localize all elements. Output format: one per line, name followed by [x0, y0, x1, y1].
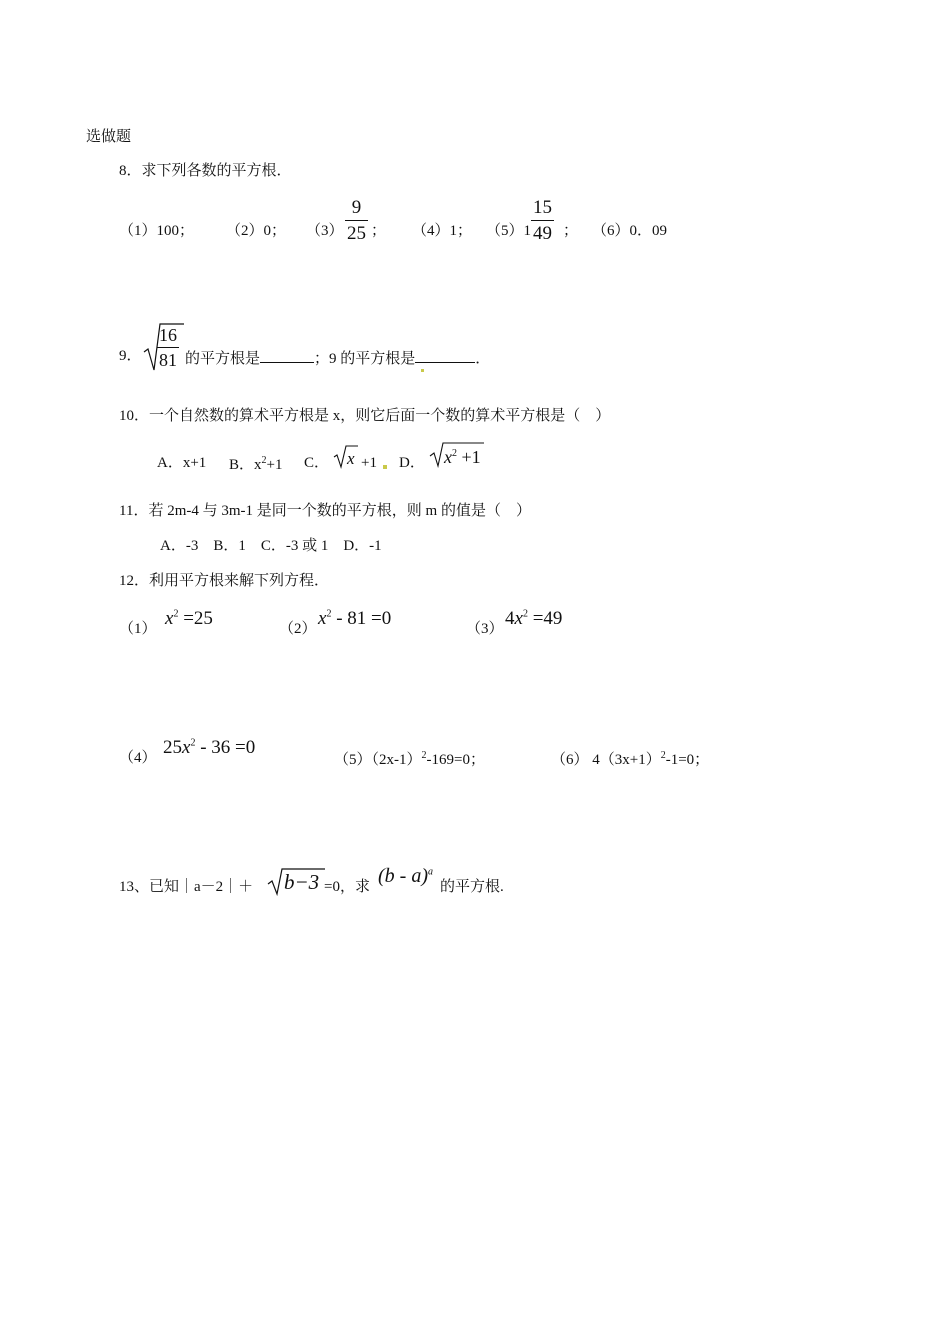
variable-x: x	[444, 447, 452, 467]
equation-tail: -1=0；	[665, 752, 710, 768]
fraction-numerator: 15	[533, 197, 552, 218]
q13-radicand: b−3	[284, 870, 320, 894]
q12-label-1: （1）	[119, 621, 157, 637]
q8-fraction-15-49	[531, 198, 554, 243]
q9-text-b: ；9 的平方根是	[314, 351, 416, 367]
q10-option-c-tail: +1	[361, 455, 377, 471]
q8-part-3-end: ；	[371, 223, 387, 239]
q13-prefix: 13、已知｜a－2｜＋	[119, 879, 254, 895]
equation-rest: - 36 =0	[195, 737, 256, 758]
exponent: 2	[660, 750, 666, 761]
q11-stem: 11．若 2m-4 与 3m-1 是同一个数的平方根，则 m 的值是（ ）	[119, 503, 531, 519]
fraction-numerator: 16	[159, 325, 177, 345]
q12-label-2: （2）	[279, 621, 317, 637]
equation-rest: =25	[178, 608, 213, 629]
q12-equation-2	[318, 609, 391, 628]
equation-text: （5）（2x-1）	[334, 752, 422, 768]
exponent: 2	[452, 448, 457, 459]
coefficient: 4	[505, 608, 515, 629]
equation-text: （6） 4（3x+1）	[551, 752, 661, 768]
exponent: 2	[173, 608, 179, 620]
q8-fraction-9-25	[345, 198, 368, 243]
exponent: 2	[421, 750, 427, 761]
q8-part-3-label: （3）	[306, 223, 344, 239]
exponent: 2	[522, 608, 528, 620]
q8-part-2: （2）0；	[226, 223, 287, 239]
answer-blank-1[interactable]	[260, 349, 314, 363]
q10-option-d-expr	[444, 448, 481, 466]
q13-expression	[378, 866, 433, 886]
q9-text	[185, 349, 490, 367]
q8-part-1: （1）100；	[119, 223, 195, 239]
q9-text-a: 的平方根是	[185, 351, 261, 367]
section-title: 选做题	[86, 129, 132, 145]
fraction-numerator: 9	[351, 197, 362, 218]
q12-label-3: （3）	[466, 621, 504, 637]
q10-option-c-label: C．	[304, 455, 330, 471]
equation-rest: - 81 =0	[331, 608, 392, 629]
expression-b-minus-a: (b - a)	[378, 865, 428, 887]
q11-options: A．-3 B．1 C．-3 或 1 D．-1	[160, 538, 382, 554]
option-b-text: B．x	[229, 457, 262, 473]
equation-tail: -169=0；	[426, 752, 485, 768]
exponent: 2	[326, 608, 332, 620]
q12-equation-1	[165, 609, 213, 628]
marker-dot	[383, 465, 387, 469]
q8-part-4: （4）1；	[412, 223, 473, 239]
q9-text-c: ．	[475, 351, 491, 367]
variable-x: x	[182, 737, 191, 758]
q8-part-5-label: （5）1	[486, 223, 532, 239]
fraction-denominator: 25	[345, 220, 368, 243]
q12-label-4: （4）	[119, 750, 157, 766]
variable-x: x	[165, 608, 174, 629]
q10-option-a: A．x+1	[157, 455, 207, 471]
equation-rest: =49	[527, 608, 563, 629]
marker-dot	[421, 369, 424, 372]
fraction-denominator: 81	[157, 347, 179, 369]
variable-x: x	[514, 608, 523, 629]
option-b-tail: +1	[266, 457, 283, 473]
q9-number: 9．	[119, 348, 142, 364]
q12-equation-6	[551, 751, 709, 768]
q8-part-6: （6）0．09	[592, 223, 668, 239]
variable-x: x	[318, 608, 327, 629]
q8-stem: 8．求下列各数的平方根．	[119, 163, 292, 179]
answer-blank-2[interactable]	[415, 349, 475, 363]
q8-part-5-end: ；	[563, 223, 579, 239]
q12-equation-5	[334, 751, 485, 768]
exponent: 2	[190, 737, 196, 749]
q10-option-c-radicand: x	[347, 449, 355, 468]
q12-equation-3	[505, 609, 562, 628]
option-b-exponent: 2	[261, 455, 267, 466]
q12-equation-4	[163, 738, 255, 757]
q13-middle: =0，求	[324, 879, 370, 895]
q10-stem: 10．一个自然数的算术平方根是 x，则它后面一个数的算术平方根是（ ）	[119, 408, 611, 424]
q10-option-b	[229, 456, 282, 473]
q10-option-d-label: D．	[399, 455, 425, 471]
coefficient: 25	[163, 737, 182, 758]
q13-suffix: 的平方根.	[440, 879, 504, 895]
q9-fraction-16-81	[157, 326, 179, 369]
option-d-tail: +1	[457, 447, 481, 467]
q12-stem: 12．利用平方根来解下列方程．	[119, 573, 330, 589]
exponent-a: a	[427, 866, 433, 878]
fraction-denominator: 49	[531, 220, 554, 243]
